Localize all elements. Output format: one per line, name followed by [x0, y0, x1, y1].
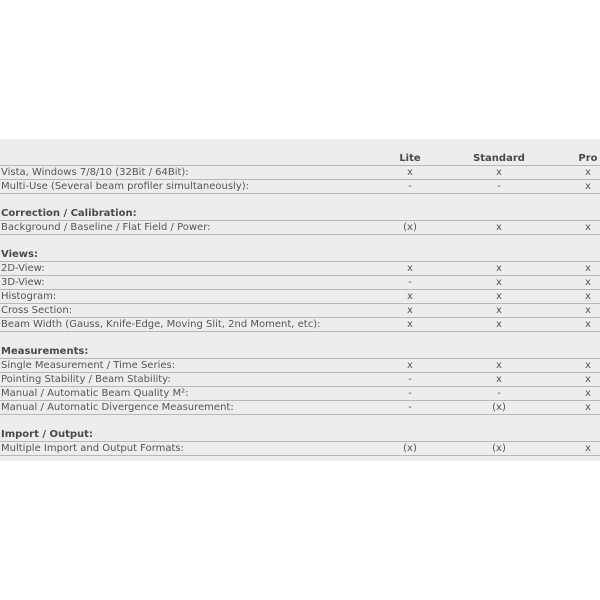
- feature-label: Histogram:: [1, 291, 57, 302]
- cell-lite: x: [407, 319, 413, 330]
- row-divider: [0, 400, 600, 401]
- column-header-lite: Lite: [399, 153, 421, 164]
- feature-label: Cross Section:: [1, 305, 73, 316]
- feature-label: Pointing Stability / Beam Stability:: [1, 374, 171, 385]
- column-header-standard: Standard: [473, 153, 525, 164]
- feature-comparison-table: [0, 139, 600, 461]
- cell-lite: -: [408, 277, 412, 288]
- cell-pro: x: [585, 443, 591, 454]
- feature-label: Single Measurement / Time Series:: [1, 360, 176, 371]
- cell-standard: x: [496, 374, 502, 385]
- cell-standard: -: [497, 181, 501, 192]
- row-divider: [0, 386, 600, 387]
- cell-lite: -: [408, 388, 412, 399]
- cell-standard: x: [496, 167, 502, 178]
- row-divider: [0, 358, 600, 359]
- cell-lite: -: [408, 181, 412, 192]
- row-divider: [0, 193, 600, 194]
- row-divider: [0, 441, 600, 442]
- cell-standard: x: [496, 277, 502, 288]
- cell-pro: x: [585, 374, 591, 385]
- cell-lite: -: [408, 374, 412, 385]
- cell-standard: x: [496, 263, 502, 274]
- cell-standard: (x): [492, 443, 506, 454]
- cell-lite: (x): [403, 443, 417, 454]
- row-divider: [0, 261, 600, 262]
- cell-pro: x: [585, 305, 591, 316]
- section-heading-label: Import / Output:: [1, 429, 93, 440]
- feature-label: Beam Width (Gauss, Knife-Edge, Moving Slit, 2nd Moment, etc):: [1, 319, 321, 330]
- row-divider: [0, 234, 600, 235]
- cell-standard: x: [496, 305, 502, 316]
- feature-label: Vista, Windows 7/8/10 (32Bit / 64Bit):: [1, 167, 189, 178]
- row-divider: [0, 455, 600, 456]
- row-divider: [0, 289, 600, 290]
- cell-standard: x: [496, 291, 502, 302]
- cell-standard: x: [496, 360, 502, 371]
- cell-pro: x: [585, 181, 591, 192]
- feature-label: Multiple Import and Output Formats:: [1, 443, 184, 454]
- cell-lite: x: [407, 263, 413, 274]
- row-divider: [0, 179, 600, 180]
- cell-lite: x: [407, 291, 413, 302]
- cell-lite: x: [407, 360, 413, 371]
- section-heading-label: Correction / Calibration:: [1, 208, 137, 219]
- cell-pro: x: [585, 402, 591, 413]
- cell-pro: x: [585, 277, 591, 288]
- row-divider: [0, 372, 600, 373]
- section-heading-label: Measurements:: [1, 346, 89, 357]
- feature-label: Manual / Automatic Beam Quality M²:: [1, 388, 189, 399]
- cell-pro: x: [585, 222, 591, 233]
- row-divider: [0, 414, 600, 415]
- row-divider: [0, 165, 600, 166]
- cell-lite: (x): [403, 222, 417, 233]
- cell-pro: x: [585, 167, 591, 178]
- row-divider: [0, 317, 600, 318]
- cell-pro: x: [585, 388, 591, 399]
- cell-pro: x: [585, 263, 591, 274]
- row-divider: [0, 220, 600, 221]
- feature-label: 2D-View:: [1, 263, 45, 274]
- cell-pro: x: [585, 319, 591, 330]
- cell-pro: x: [585, 291, 591, 302]
- row-divider: [0, 275, 600, 276]
- cell-standard: (x): [492, 402, 506, 413]
- feature-label: Background / Baseline / Flat Field / Power:: [1, 222, 211, 233]
- row-divider: [0, 331, 600, 332]
- feature-label: 3D-View:: [1, 277, 45, 288]
- cell-standard: x: [496, 222, 502, 233]
- cell-lite: x: [407, 167, 413, 178]
- cell-pro: x: [585, 360, 591, 371]
- row-divider: [0, 303, 600, 304]
- feature-label: Manual / Automatic Divergence Measurement:: [1, 402, 234, 413]
- cell-standard: -: [497, 388, 501, 399]
- section-heading-label: Views:: [1, 249, 38, 260]
- feature-label: Multi-Use (Several beam profiler simultaneously):: [1, 181, 250, 192]
- cell-lite: -: [408, 402, 412, 413]
- column-header-pro: Pro: [578, 153, 598, 164]
- cell-lite: x: [407, 305, 413, 316]
- cell-standard: x: [496, 319, 502, 330]
